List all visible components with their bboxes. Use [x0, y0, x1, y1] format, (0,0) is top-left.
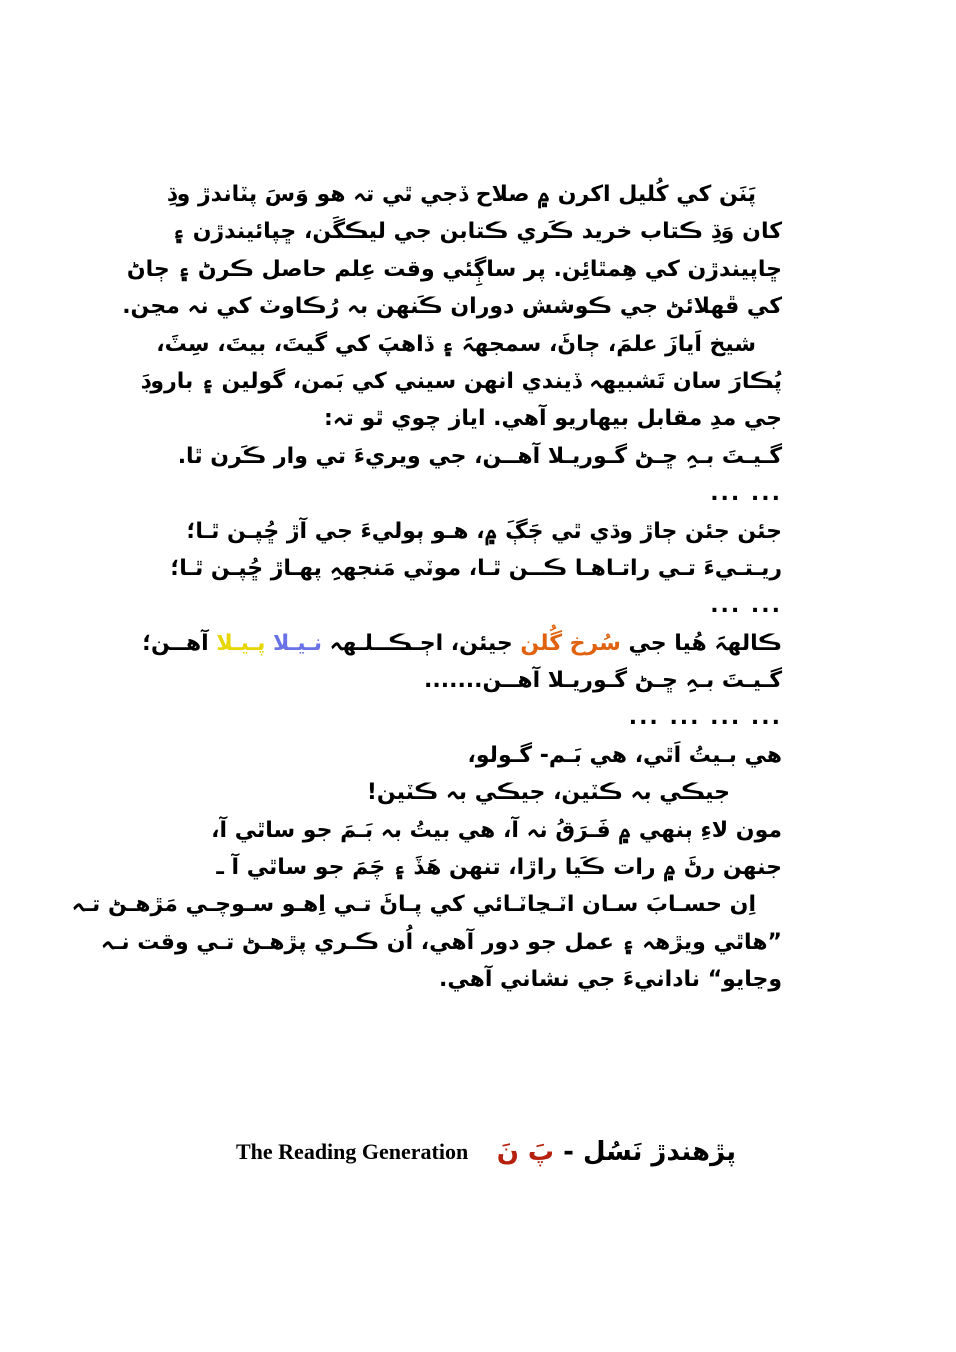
poem-line-8: مون لاءِ ٻنهي ۾ فَـرَقُ نہ آ، هي بيتُ بہ بَـمَ جو ساٿي آ،: [211, 817, 782, 843]
paragraph-3-line-1: اِن حسـابَ سـان اٽـڃاٽـائي کي پـاڻَ تـي اِهـو سـوچـي مَڙهـڻ تـہ: [71, 892, 756, 918]
paragraph-1-line-2: کان وَڌِ ڪتاب خريد ڪَري ڪتابن جي ليڪگَن، ڇپائيندڙن ۽: [172, 219, 782, 245]
poem-line-2: جئن جئن ڄاڙ وڌي ٿي ڄَڳَ ۾، هـو ٻوليءَ جي آڙ ڇُپـن ٿـا؛: [186, 518, 782, 544]
poem-word-yellow: پـيـلا: [216, 630, 266, 656]
footer-english-title: The Reading Generation: [236, 1139, 469, 1164]
poem-ellipsis-2: ... ...: [710, 593, 782, 619]
poem-line-4-end: آهــن؛: [142, 630, 217, 656]
paragraph-3-line-2: ”هاٿي ويڙهہ ۽ عمل جو دور آهي، اُن ڪـري پڙهـڻ تـي وقت نـہ: [100, 929, 782, 955]
poem-line-7: جيڪي بہ ڪٽين، جيڪي بہ ڪٽين!: [366, 780, 730, 806]
paragraph-1-line-1: پَنَن کي کُليل اکرن ۾ صلاح ڏجي ٿي تہ هو وَسَ پٽاندڙ وڌِ: [166, 182, 756, 207]
poem-line-4-space: [265, 631, 273, 656]
poem-ellipsis-1: ... ...: [710, 481, 782, 507]
poem-word-red-flowers: سُرخ گُلن: [520, 630, 621, 656]
paragraph-1-line-4: کي ڦهلائڻ جي ڪوشش دوران ڪَنهن بہ رُڪاوٽ کي نہ مڃن.: [122, 294, 782, 320]
footer-sindhi-main: پڙهندڙ نَسُل -: [554, 1137, 736, 1167]
paragraph-3-line-3: وڃايو“ ناداني‌ءَ جي نشاني آهي.: [438, 967, 782, 993]
footer-sindhi-brand: پَ نَ: [496, 1137, 555, 1167]
page-footer: [236, 1130, 736, 1174]
paragraph-2-line-1: شيخ اَيازَ علمَ، ڄاڻَ، سمجهہَ ۽ ڏاهپَ کي گيتَ، بيتَ، سِٽَ،: [156, 331, 756, 357]
poem-line-4: [142, 625, 782, 662]
article-body: [71, 176, 782, 999]
paragraph-1-line-3: ڇاپيندڙن کي هِمٿائِن. پر ساڳِئي وقت عِلم حاصل ڪرڻ ۽ ڄاڻ: [126, 256, 782, 282]
poem-line-1: گـيـتَ بـہِ ڇـڻ گـوريـلا آهــن، جي ويريءَ تي وار ڪَرن ٿا.: [177, 443, 782, 469]
poem-line-9: جنهن رڻَ ۾ رات ڪَيا راڙا، تنهن هَڏَ ۽ چَمَ جو ساٿي آ ـ: [216, 855, 782, 881]
paragraph-2-line-2: پُڪارَ سان تَشبيهہ ڏيندي انهن سيني کي بَمن، گولين ۽ باروڊَ: [140, 368, 782, 394]
poem-line-5: گـيـتَ بـہِ ڇـڻ گـوريـلا آهــن.......: [424, 668, 782, 694]
poem-line-3: ريـتـيءَ تـي راتـاهـا ڪــن ٿـا، موٽي مَنجهہِ پهـاڙ ڇُپـن ٿـا؛: [170, 555, 782, 581]
poem-word-blue: نـيـلا: [273, 630, 322, 656]
paragraph-2-line-3: جي مدِ مقابل بيهاريو آهي. اياز چوي ٿو تہ:: [323, 406, 782, 432]
footer-sindhi-title: [497, 1137, 736, 1167]
poem-ellipsis-3: ... ... ... ...: [628, 705, 782, 731]
poem-line-6: هي بـيتُ اَٿي، هي بَـم- گـولو،: [467, 742, 782, 768]
poem-line-4-start: ڪالهہَ هُيا جي: [620, 630, 782, 656]
poem-line-4-mid: جيئن، اڄـڪــلـهہ: [321, 630, 521, 656]
